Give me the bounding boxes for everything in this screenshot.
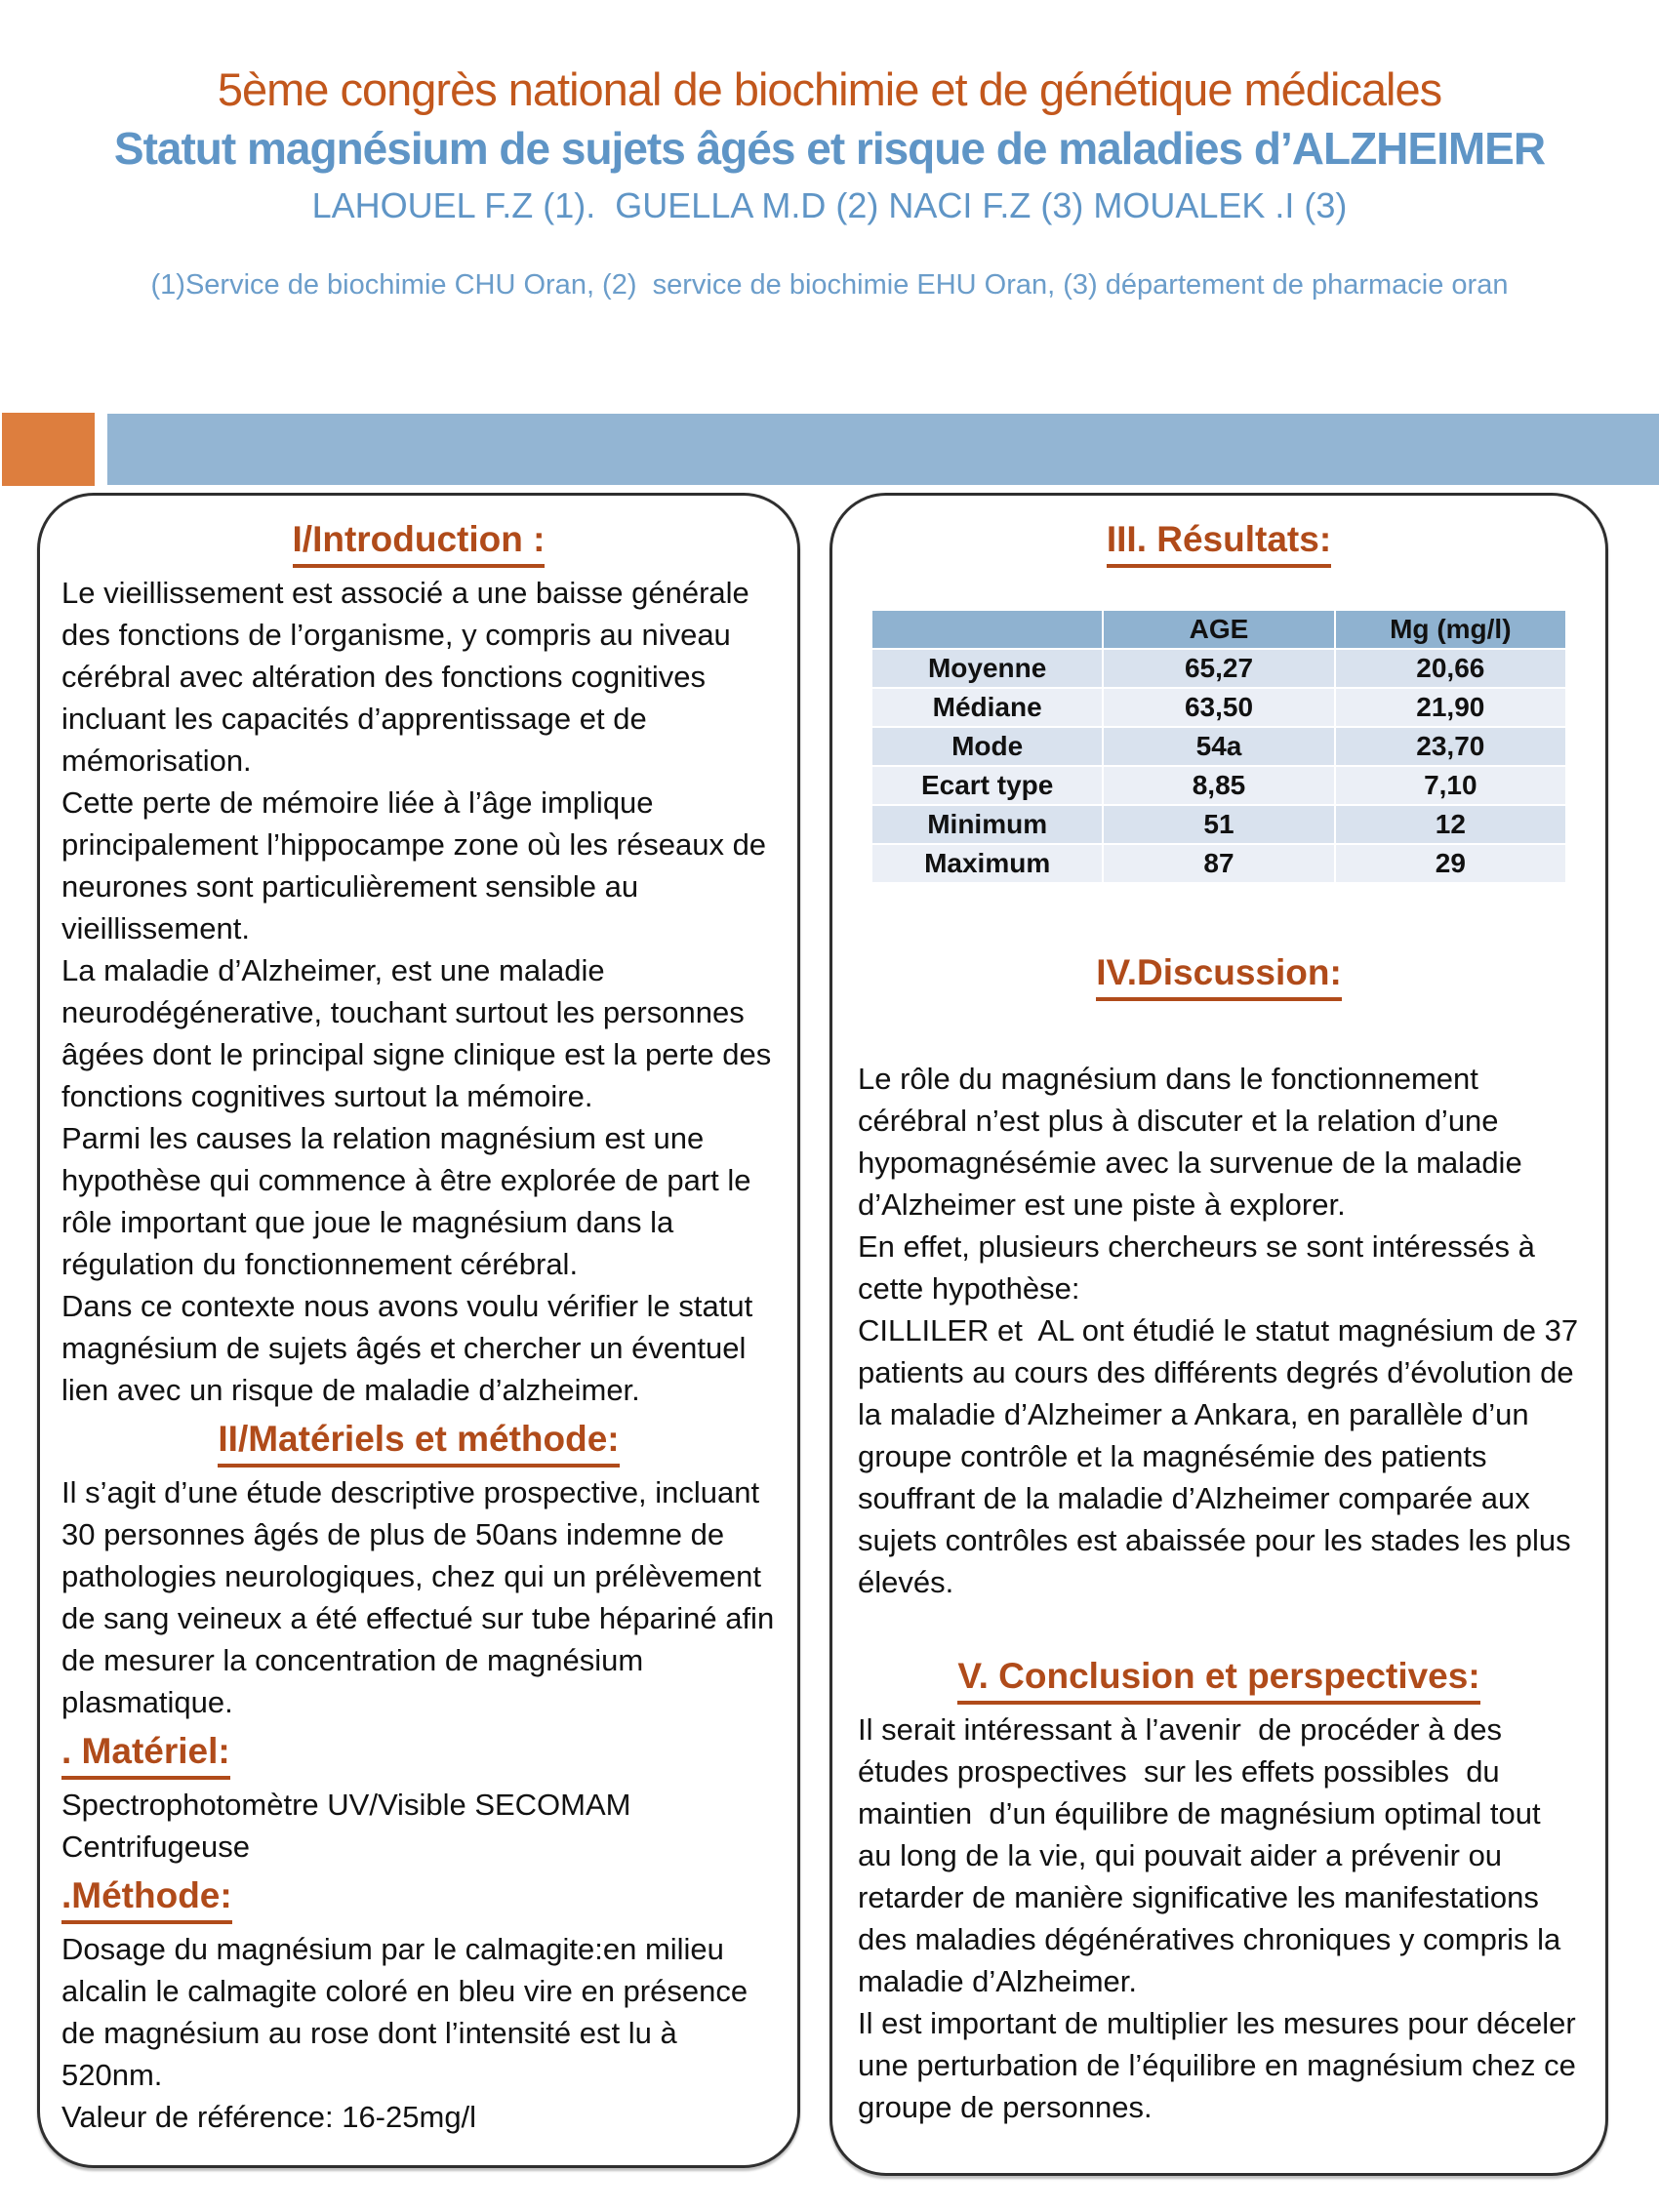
results-heading: III. Résultats:: [858, 517, 1580, 568]
banner: [0, 413, 1659, 486]
authors-line: LAHOUEL F.Z (1). GUELLA M.D (2) NACI F.Z (3) MOUALEK .I (3): [311, 185, 1348, 225]
materiel-line: Centrifugeuse: [61, 1830, 251, 1864]
introduction-paragraph: Dans ce contexte nous avons voulu vérifier le statut magnésium de sujets âgés et chercher un éventuel lien avec un risque de maladie d’alzheimer.: [61, 1289, 761, 1407]
row-label: Médiane: [871, 688, 1103, 727]
introduction-paragraph: Cette perte de mémoire liée à l’âge implique principalement l’hippocampe zone où les réseaux de neurones sont particulièrement sensible au vieillissement.: [61, 785, 775, 945]
left-panel: [37, 493, 800, 2168]
banner-orange-square: [2, 413, 95, 486]
mg-value: 12: [1335, 805, 1566, 844]
age-value: 8,85: [1103, 766, 1334, 805]
table-row: [871, 844, 1566, 883]
conclusion-paragraph: Il est important de multiplier les mesures pour déceler une perturbation de l’équilibre en magnésium chez ce groupe de personnes.: [858, 2006, 1585, 2124]
introduction-paragraph: La maladie d’Alzheimer, est une maladie neurodégénerative, touchant surtout les personnes âgées dont le principal signe clinique est la perte des fonctions cognitives surtout la mémoire.: [61, 953, 780, 1113]
discussion-paragraph: Le rôle du magnésium dans le fonctionnement cérébral n’est plus à discuter et la relation d’une hypomagnésémie avec la survenue de la maladie d’Alzheimer est une piste à explorer.: [858, 1062, 1531, 1222]
results-table: [870, 609, 1567, 884]
materiel-heading: . Matériel:: [61, 1729, 776, 1780]
row-label: Maximum: [871, 844, 1103, 883]
age-value: 63,50: [1103, 688, 1334, 727]
table-header-empty: [871, 610, 1103, 649]
row-label: Minimum: [871, 805, 1103, 844]
discussion-paragraph: En effet, plusieurs chercheurs se sont intéressés à cette hypothèse:: [858, 1229, 1544, 1306]
table-header-mg: Mg (mg/l): [1335, 610, 1566, 649]
mg-value: 23,70: [1335, 727, 1566, 766]
mg-value: 29: [1335, 844, 1566, 883]
methode-paragraph: Dosage du magnésium par le calmagite:en milieu alcalin le calmagite coloré en bleu vire en présence de magnésium au rose dont l’intensité est lu à 520nm.: [61, 1932, 756, 2092]
introduction-heading: I/Introduction :: [61, 517, 776, 568]
table-row: [871, 688, 1566, 727]
row-label: Moyenne: [871, 649, 1103, 688]
introduction-paragraph: Le vieillissement est associé a une baisse générale des fonctions de l’organisme, y compris au niveau cérébral avec altération des fonctions cognitives incluant les capacités d’apprentissage et de mémorisation.: [61, 576, 758, 778]
age-value: 54a: [1103, 727, 1334, 766]
materiel-line: Spectrophotomètre UV/Visible SECOMAM: [61, 1788, 631, 1822]
methode-heading: .Méthode:: [61, 1873, 776, 1924]
table-row: [871, 727, 1566, 766]
conclusion-heading: V. Conclusion et perspectives:: [858, 1654, 1580, 1705]
age-value: 51: [1103, 805, 1334, 844]
discussion-paragraph: CILLILER et AL ont étudié le statut magnésium de 37 patients au cours des différents degrés d’évolution de la maladie d’Alzheimer a Ankara, en parallèle d’un groupe contrôle et la magnésémie des patients souffrant de la maladie d’Alzheimer comparée aux sujets contrôles est abaissée pour les stades les plus élevés.: [858, 1313, 1587, 1599]
table-row: [871, 649, 1566, 688]
right-panel: [830, 493, 1608, 2176]
introduction-paragraph: Parmi les causes la relation magnésium est une hypothèse qui commence à être explorée de part le rôle important que joue le magnésium dans la régulation du fonctionnement cérébral.: [61, 1121, 760, 1281]
mg-value: 21,90: [1335, 688, 1566, 727]
mg-value: 7,10: [1335, 766, 1566, 805]
table-header-age: AGE: [1103, 610, 1334, 649]
mg-value: 20,66: [1335, 649, 1566, 688]
row-label: Ecart type: [871, 766, 1103, 805]
age-value: 87: [1103, 844, 1334, 883]
congress-title: 5ème congrès national de biochimie et de génétique médicales: [217, 63, 1442, 115]
banner-blue-bar: [107, 414, 1659, 485]
methods-heading: II/Matériels et méthode:: [61, 1417, 776, 1468]
poster-title: Statut magnésium de sujets âgés et risque de maladies d’ALZHEIMER: [113, 123, 1546, 174]
table-header-row: [871, 610, 1566, 649]
reference-value-line: Valeur de référence: 16-25mg/l: [61, 2100, 477, 2134]
poster-header: [0, 60, 1659, 304]
conclusion-paragraph: Il serait intéressant à l’avenir de procéder à des études prospectives sur les effets possibles du maintien d’un équilibre de magnésium optimal tout au long de la vie, qui pouvait aider a prévenir ou retarder de manière significative les manifestations des maladies dégénératives chroniques y compris la maladie d’Alzheimer.: [858, 1712, 1569, 1998]
methods-paragraph: Il s’agit d’une étude descriptive prospective, incluant 30 personnes âgés de plus de 50ans indemne de pathologies neurologiques, chez qui un prélèvement de sang veineux a été effectué sur tube hépariné afin de mesurer la concentration de magnésium plasmatique.: [61, 1475, 783, 1719]
discussion-heading: IV.Discussion:: [858, 950, 1580, 1001]
table-row: [871, 805, 1566, 844]
table-row: [871, 766, 1566, 805]
age-value: 65,27: [1103, 649, 1334, 688]
affiliations-line: (1)Service de biochimie CHU Oran, (2) service de biochimie EHU Oran, (3) département de pharmacie oran: [150, 269, 1509, 301]
row-label: Mode: [871, 727, 1103, 766]
